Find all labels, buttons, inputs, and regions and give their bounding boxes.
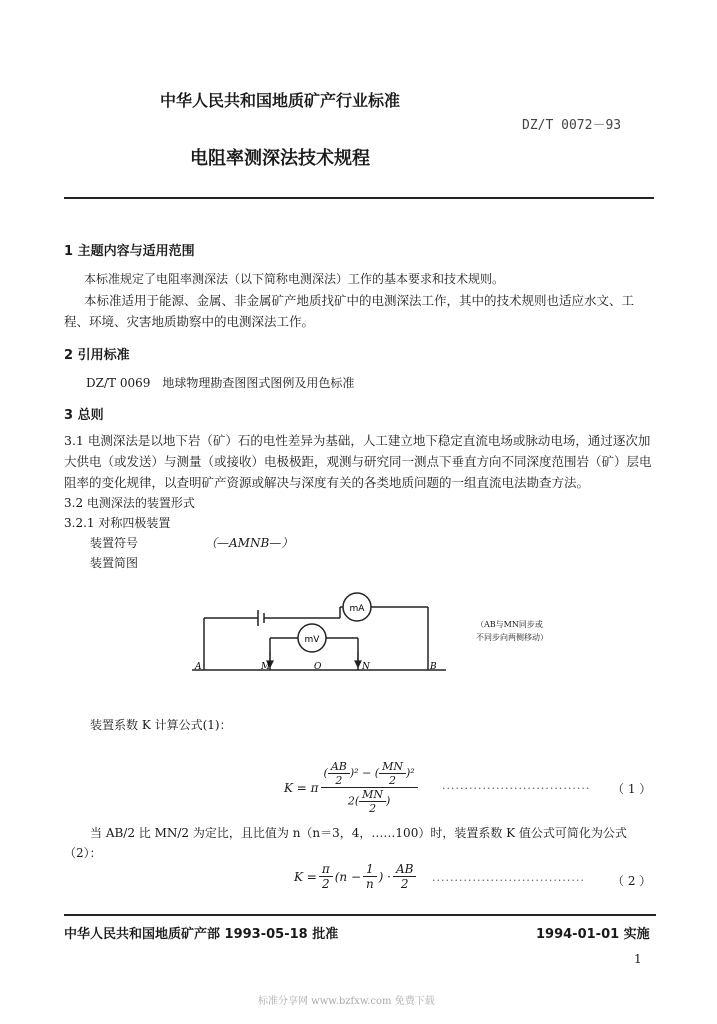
header-rule xyxy=(64,197,654,199)
formula-2: K = $\frac{\pi}{2}$ (n − $\frac{1}{n}$ ) · $\frac{AB}{2}$ xyxy=(294,862,416,891)
section-2-heading: 2 引用标准 xyxy=(64,348,130,363)
section-3-2-1-heading: 3.2.1 对称四极装置 xyxy=(64,516,171,530)
electrode-b-label: B xyxy=(430,662,437,672)
document-title: 电阻率测深法技术规程 xyxy=(190,148,370,169)
watermark: 标准分享网 www.bzfxw.com 免费下载 xyxy=(258,996,435,1007)
coefficient-intro: 装置系数 K 计算公式(1)： xyxy=(90,718,232,732)
four-electrode-circuit-diagram xyxy=(190,592,450,682)
device-symbol-label: 装置符号 xyxy=(90,536,139,550)
implementation-date: 1994-01-01 实施 xyxy=(536,927,650,942)
formula-2-lhs: K = xyxy=(294,869,317,884)
ratio-paragraph-continued: （2）： xyxy=(64,846,102,860)
formula-1 xyxy=(284,760,418,815)
device-diagram-label: 装置简图 xyxy=(90,556,139,570)
formula-1-main-fraction: ( $\frac{AB}{2}$ )² − ( $\frac{MN}{2}$ )² 2( $\frac{MN}{2}$ ) xyxy=(321,760,418,815)
section-2-reference: DZ/T 0069 地球物理勘查图图式图例及用色标准 xyxy=(86,376,355,390)
formula-1-number: （ 1 ） xyxy=(612,782,652,796)
voltmeter-label: mV xyxy=(304,635,320,645)
formula-2-leader: ·································· xyxy=(432,874,585,887)
electrode-a-label: A xyxy=(195,662,202,672)
formula-1-leader: ································· xyxy=(442,782,591,795)
formula-2-number: （ 2 ） xyxy=(612,874,652,888)
section-3-heading: 3 总则 xyxy=(64,408,104,423)
section-3-1-paragraph: 3.1 电测深法是以地下岩（矿）石的电性差异为基础，人工建立地下稳定直流电场或脉动电场，通过逐次加大供电（或发送）与测量（或接收）电极极距，观测与研究同一测点下垂直方向不同深度范围岩（矿）层电阻率的变化规律，以查明矿产资源或解决与深度有关的各类地质问题的一组直流电法勘查方法。 xyxy=(64,433,652,490)
diagram-note xyxy=(476,618,548,644)
electrode-m-label: M xyxy=(261,662,271,672)
diagram-note-line-1: （AB与MN同步或 xyxy=(476,620,543,629)
formula-1-lhs: K = π xyxy=(284,780,319,795)
approval-info: 中华人民共和国地质矿产部 1993-05-18 批准 xyxy=(64,927,339,942)
electrode-o-label: O xyxy=(314,662,322,672)
section-3-2-heading: 3.2 电测深法的装置形式 xyxy=(64,496,195,510)
section-1-paragraph-2: 本标准适用于能源、金属、非金属矿产地质找矿中的电测深法工作，其中的技术规则也适应水文、工程、环境、灾害地质勘察中的电测深法工作。 xyxy=(64,293,635,329)
page-number: 1 xyxy=(634,952,642,966)
section-1-paragraph-1: 本标准规定了电阻率测深法（以下简称电测深法）工作的基本要求和技术规则。 xyxy=(84,272,505,286)
device-symbol-value: （—AMNB—） xyxy=(205,536,294,550)
issuing-org: 中华人民共和国地质矿产行业标准 xyxy=(160,91,401,110)
electrode-n-label: N xyxy=(362,662,370,672)
ratio-paragraph: 当 AB/2 比 MN/2 为定比，且比值为 n（n＝3，4，……100）时，装置系数 K 值公式可简化为公式 xyxy=(90,826,627,840)
section-1-heading: 1 主题内容与适用范围 xyxy=(64,244,195,259)
footer-rule xyxy=(64,914,656,916)
standard-code: DZ/T 0072－93 xyxy=(522,118,622,133)
ammeter-label: mA xyxy=(349,604,365,614)
diagram-note-line-2: 不同步向两侧移动） xyxy=(476,633,548,642)
